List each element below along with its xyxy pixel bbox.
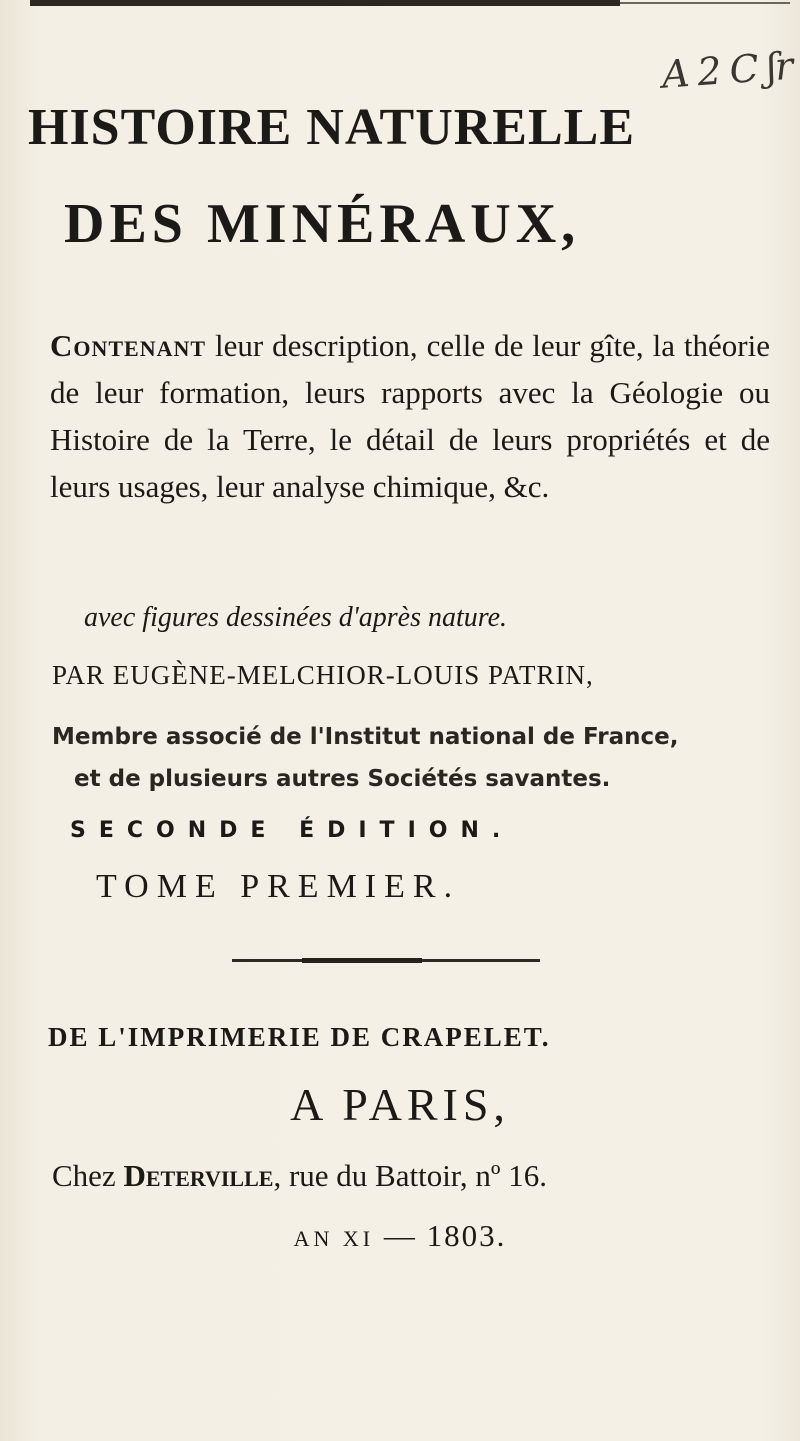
title-line-1: HISTOIRE NATURELLE xyxy=(28,99,636,156)
description-body: leur description, celle de leur gîte, la théorie de leur formation, leurs rapports avec la Géologie ou Histoire de la Terre, le détail de leurs propriétés et de leurs usages, leur analyse chimique, &c. xyxy=(50,328,770,504)
volume-line: TOME PREMIER. xyxy=(96,868,461,905)
figures-note: avec figures dessinées d'après nature. xyxy=(84,602,508,633)
printer-line: DE L'IMPRIMERIE DE CRAPELET. xyxy=(48,1022,551,1052)
city-line: A PARIS, xyxy=(290,1079,510,1130)
title-line-2: DES MINÉRAUX, xyxy=(64,193,581,255)
membership-line-1: Membre associé de l'Institut national de France, xyxy=(52,724,679,750)
year-label: AN XI xyxy=(293,1226,375,1251)
publisher-address: , rue du Battoir, nº 16. xyxy=(273,1158,548,1193)
author-line: PAR EUGÈNE-MELCHIOR-LOUIS PATRIN, xyxy=(52,660,594,690)
publisher-name: Deterville xyxy=(123,1158,274,1193)
year-value: — 1803. xyxy=(383,1218,507,1253)
description-paragraph xyxy=(50,322,770,510)
handwritten-signature: A 2 C ʃr xyxy=(660,43,793,97)
edition-line: SECONDE ÉDITION. xyxy=(70,818,514,843)
description-lead: Contenant xyxy=(50,328,207,363)
decorative-rule xyxy=(232,959,540,962)
top-border-rule xyxy=(30,0,620,6)
membership-line-2: et de plusieurs autres Sociétés savantes. xyxy=(74,766,611,792)
top-border-rule-thin xyxy=(620,2,790,4)
publisher-line xyxy=(52,1158,792,1194)
date-line xyxy=(0,1218,800,1254)
publisher-prefix: Chez xyxy=(52,1158,116,1193)
membership-block xyxy=(52,716,772,800)
